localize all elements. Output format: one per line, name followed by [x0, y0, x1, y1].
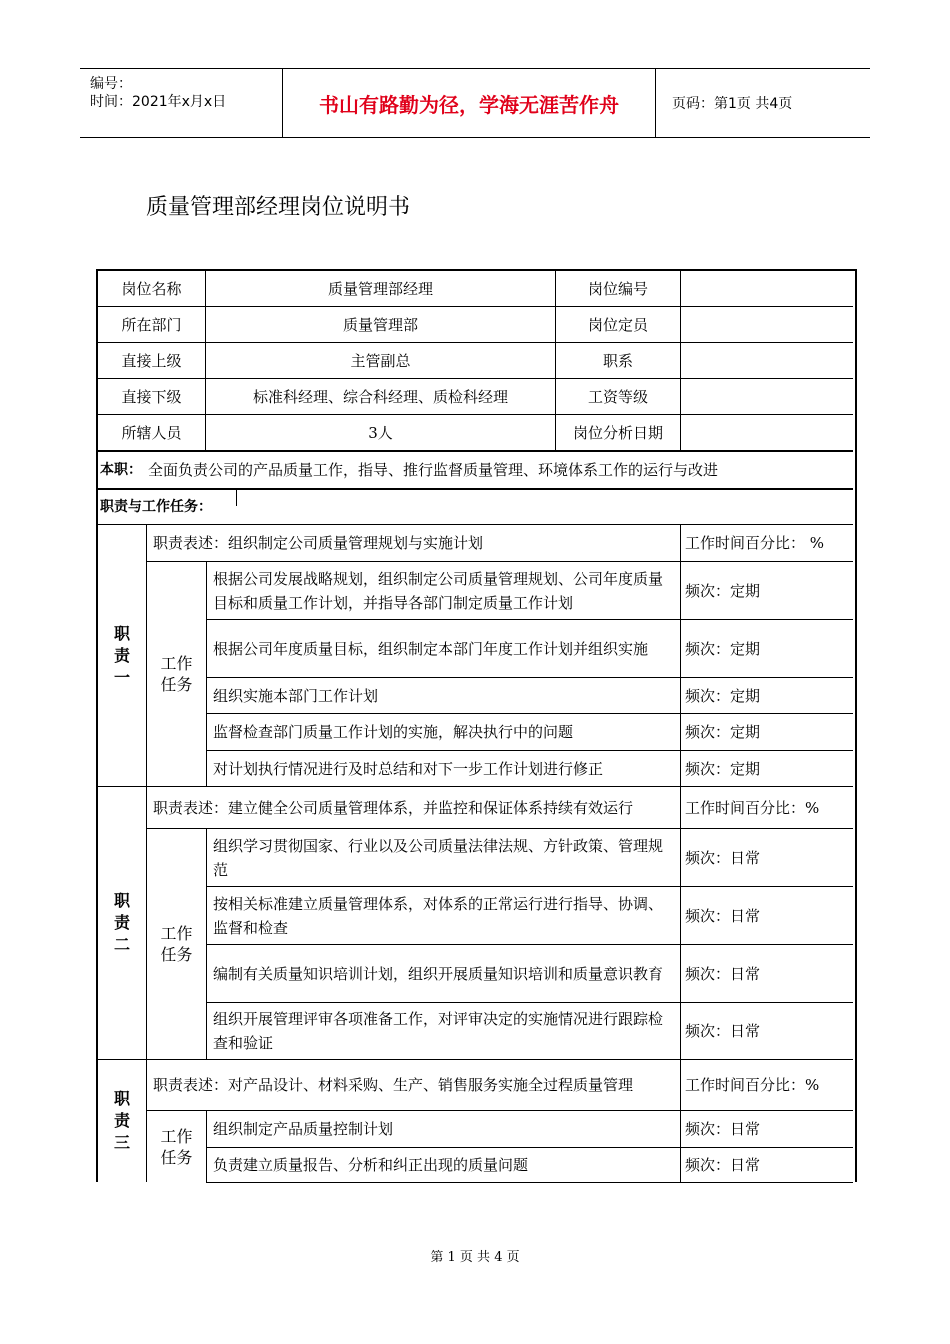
value-subordinates: 标准科经理、综合科经理、质检科经理 — [252, 387, 508, 406]
duty-1-freq-2: 频次：定期 — [685, 639, 761, 658]
duty-2-freq-4: 频次：日常 — [685, 1022, 761, 1040]
main-duty-text: 全面负责公司的产品质量工作，指导、推行监督质量管理、环境体系工作的运行与改进 — [148, 461, 719, 479]
value-staff: 3人 — [368, 423, 393, 442]
duty-1-freq-3: 频次：定期 — [685, 686, 761, 705]
number-label: 编号： — [90, 76, 132, 92]
label-subordinates: 直接下级 — [121, 387, 182, 406]
page-header — [80, 68, 870, 138]
value-department: 质量管理部 — [342, 315, 418, 334]
value-salary-grade — [681, 379, 853, 414]
duty-3-freq-2: 频次：日常 — [685, 1156, 761, 1174]
duty-3-task-label — [147, 1111, 206, 1182]
duty-3-freq-1: 频次：日常 — [685, 1120, 761, 1138]
duty-3-task-label-text: 工作任务 — [160, 1126, 193, 1167]
duties-header: 职责与工作任务： — [100, 499, 212, 515]
duty-1-freq-5: 频次：定期 — [685, 759, 761, 778]
duty-3-name-text: 职责三 — [113, 1089, 130, 1152]
page-indicator — [664, 69, 870, 137]
value-position-code — [681, 271, 853, 306]
duty-2-task-label — [147, 829, 206, 1059]
page-footer: 第 1 页 共 4 页 — [430, 1250, 520, 1265]
label-superior: 直接上级 — [121, 351, 182, 370]
duty-1-name — [98, 525, 146, 786]
duty-1-freq-4: 频次：定期 — [685, 723, 761, 741]
duty-1-task-5: 对计划执行情况进行及时总结和对下一步工作计划进行修正 — [213, 759, 604, 778]
label-job-family: 职系 — [602, 351, 633, 370]
duty-3-time-percent: 工作时间百分比：% — [685, 1076, 820, 1094]
value-analysis-date — [681, 415, 853, 450]
label-headcount: 岗位定员 — [587, 315, 648, 334]
main-duty-row — [100, 452, 853, 488]
duty-2-freq-2: 频次：日常 — [685, 906, 761, 925]
duty-1-time-percent: 工作时间百分比： % — [685, 534, 825, 552]
duty-3-task-2: 负责建立质量报告、分析和纠正出现的质量问题 — [213, 1156, 529, 1174]
time-label: 时间：2021年x月x日 — [90, 94, 227, 110]
duty-1-description: 职责表述：组织制定公司质量管理规划与实施计划 — [153, 534, 484, 552]
duty-1-name-text: 职责一 — [113, 623, 130, 687]
duty-2-task-1: 组织学习贯彻国家、行业以及公司质量法律法规、方针政策、管理规范 — [213, 836, 664, 879]
label-department: 所在部门 — [121, 315, 182, 334]
value-superior: 主管副总 — [350, 351, 411, 370]
job-description-table — [96, 269, 857, 1182]
duty-2-task-4: 组织开展管理评审各项准备工作，对评审决定的实施情况进行跟踪检查和验证 — [213, 1010, 664, 1052]
duty-2-task-3: 编制有关质量知识培训计划，组织开展质量知识培训和质量意识教育 — [213, 964, 664, 983]
label-salary-grade: 工资等级 — [587, 387, 648, 406]
label-staff: 所辖人员 — [121, 423, 182, 442]
duty-2-freq-1: 频次：日常 — [685, 848, 761, 867]
header-meta — [80, 69, 282, 137]
page-label: 页码：第1页 共4页 — [672, 96, 793, 112]
duty-1-task-1: 根据公司发展战略规划，组织制定公司质量管理规划、公司年度质量目标和质量工作计划，并指导各部门制定质量工作计划 — [213, 569, 664, 612]
duty-2-description: 职责表述：建立健全公司质量管理体系，并监控和保证体系持续有效运行 — [153, 798, 634, 817]
duty-2-time-percent: 工作时间百分比：% — [685, 798, 820, 817]
duty-2-task-2: 按相关标准建立质量管理体系，对体系的正常运行进行指导、协调、监督和检查 — [213, 894, 664, 937]
duty-1-task-label — [147, 562, 206, 786]
duty-3-name — [98, 1060, 146, 1182]
label-position-name: 岗位名称 — [121, 279, 182, 298]
motto: 书山有路勤为径，学海无涯苦作舟 — [282, 69, 656, 137]
value-job-family — [681, 343, 853, 378]
main-duty-label: 本职： — [100, 462, 142, 478]
duty-1-freq-1: 频次：定期 — [685, 581, 761, 600]
value-position-name: 质量管理部经理 — [327, 279, 433, 298]
duty-1-task-2: 根据公司年度质量目标，组织制定本部门年度工作计划并组织实施 — [213, 639, 649, 658]
value-headcount — [681, 307, 853, 342]
label-analysis-date: 岗位分析日期 — [572, 423, 663, 442]
duty-3-task-1: 组织制定产品质量控制计划 — [213, 1120, 394, 1138]
duty-2-name-text: 职责二 — [113, 891, 130, 954]
label-position-code: 岗位编号 — [587, 279, 648, 298]
duty-1-task-4: 监督检查部门质量工作计划的实施，解决执行中的问题 — [213, 723, 574, 741]
duty-2-name — [98, 787, 146, 1059]
duty-2-freq-3: 频次：日常 — [685, 964, 761, 983]
duty-1-task-label-text: 工作任务 — [160, 654, 193, 694]
duty-2-task-label-text: 工作任务 — [160, 924, 193, 964]
duty-3-description: 职责表述：对产品设计、材料采购、生产、销售服务实施全过程质量管理 — [153, 1076, 634, 1094]
duty-1-task-3: 组织实施本部门工作计划 — [213, 686, 379, 705]
document-title: 质量管理部经理岗位说明书 — [146, 195, 411, 220]
